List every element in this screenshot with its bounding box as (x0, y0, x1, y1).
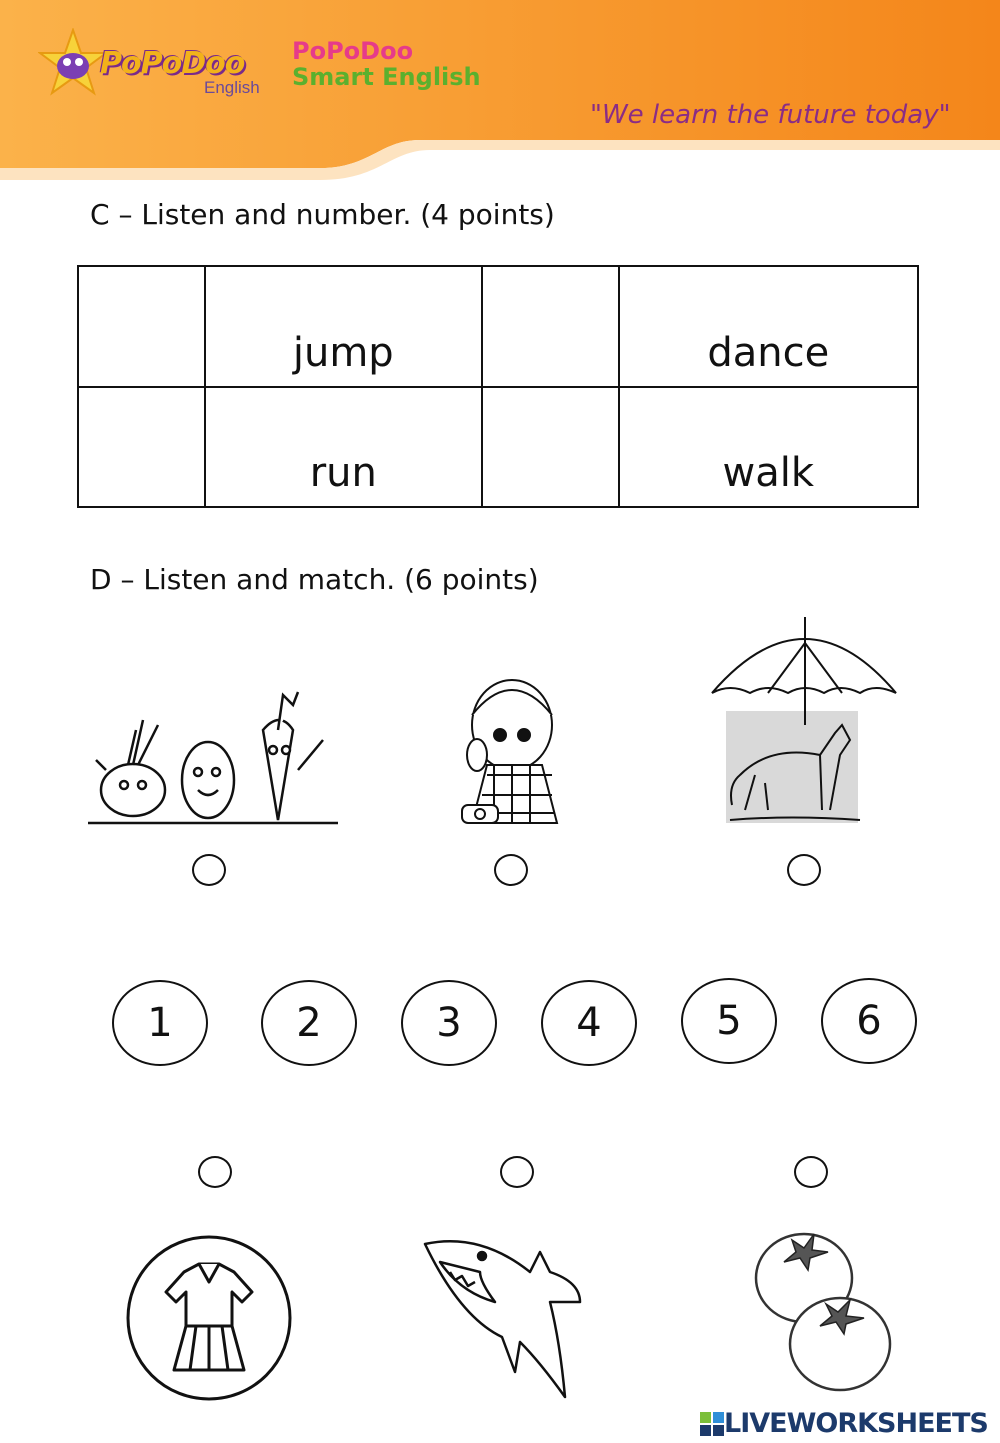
match-dot-bottom-2[interactable] (500, 1156, 534, 1188)
match-dot-top-3[interactable] (787, 854, 821, 886)
match-dot-top-1[interactable] (192, 854, 226, 886)
liveworksheets-text: LIVEWORKSHEETS (724, 1408, 988, 1439)
brand-line-2: Smart English (292, 63, 481, 91)
match-dot-bottom-1[interactable] (198, 1156, 232, 1188)
page-header (0, 0, 1000, 190)
liveworksheets-watermark (700, 1408, 988, 1439)
smart-english-brand (292, 38, 481, 90)
section-d-title: D – Listen and match. (6 points) (90, 563, 539, 596)
brand-line-1: PoPoDoo (292, 37, 414, 65)
logo-subtext: English (204, 78, 260, 97)
number-answer-cell[interactable] (78, 387, 205, 508)
word-cell: jump (205, 266, 482, 387)
liveworksheets-logo-icon (700, 1412, 724, 1436)
word-number-table (77, 265, 919, 508)
section-c-title: C – Listen and number. (4 points) (90, 198, 555, 231)
logo-wordmark: PoPoDoo (100, 46, 245, 81)
number-circle-5[interactable]: 5 (681, 978, 777, 1064)
number-answer-cell[interactable] (482, 266, 619, 387)
tagline: "We learn the future today" (590, 100, 951, 130)
school-uniform-image (124, 1234, 294, 1402)
number-circle-2[interactable]: 2 (261, 980, 357, 1066)
girl-on-telephone-image (432, 665, 587, 825)
match-dot-bottom-3[interactable] (794, 1156, 828, 1188)
word-cell: run (205, 387, 482, 508)
number-answer-cell[interactable] (482, 387, 619, 508)
match-dot-top-2[interactable] (494, 854, 528, 886)
number-circle-1[interactable]: 1 (112, 980, 208, 1066)
word-cell: dance (619, 266, 918, 387)
word-cell: walk (619, 387, 918, 508)
mascot-icon (38, 28, 108, 98)
tomatoes-image (752, 1226, 892, 1396)
table-row (78, 387, 918, 508)
popodoo-logo (38, 28, 268, 108)
number-circle-6[interactable]: 6 (821, 978, 917, 1064)
shark-image (420, 1232, 585, 1402)
number-circle-4[interactable]: 4 (541, 980, 637, 1066)
vegetables-running-image (88, 690, 338, 825)
number-circle-3[interactable]: 3 (401, 980, 497, 1066)
wolf-under-umbrella-image (710, 615, 900, 825)
table-row (78, 266, 918, 387)
number-answer-cell[interactable] (78, 266, 205, 387)
